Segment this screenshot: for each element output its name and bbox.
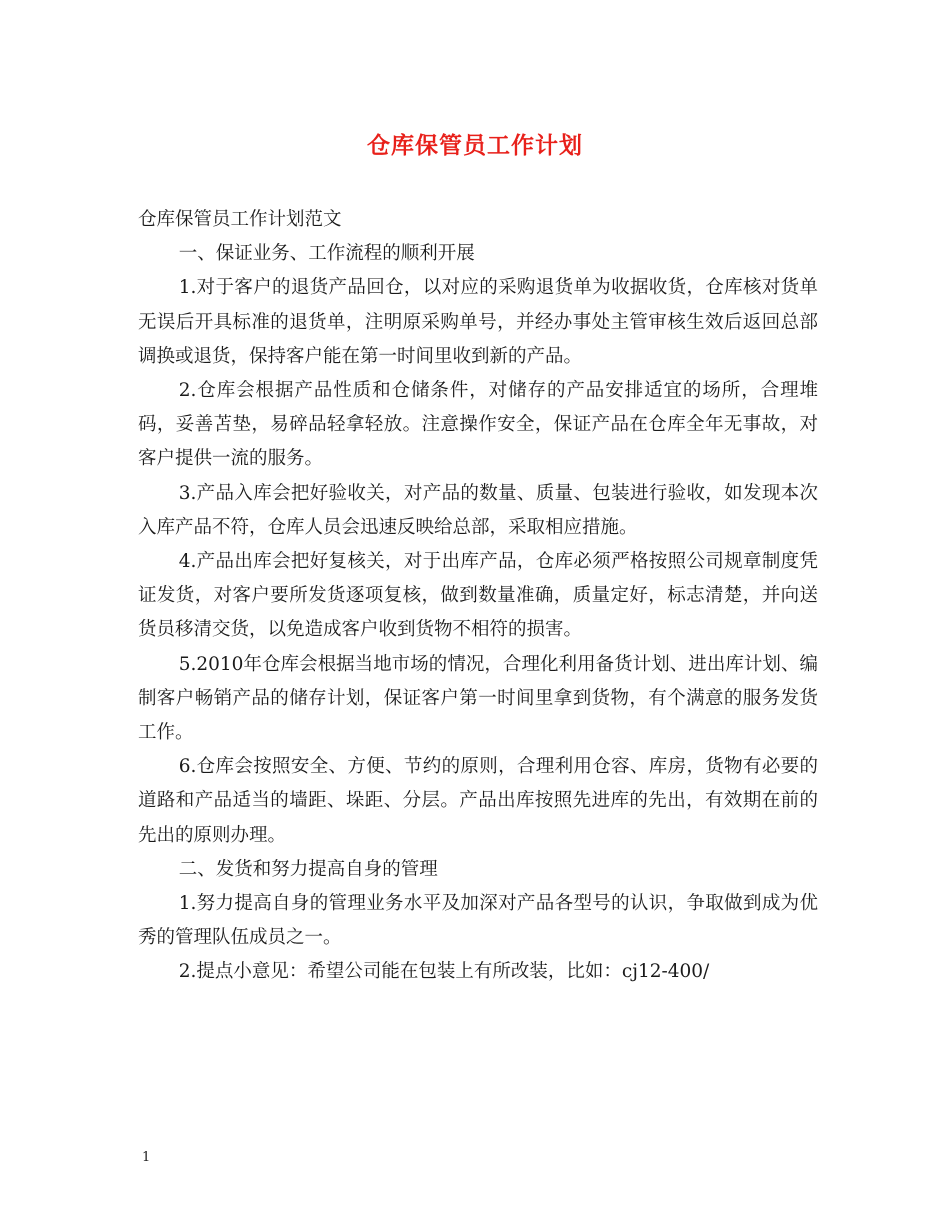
paragraph-subtitle: 仓库保管员工作计划范文 xyxy=(138,209,342,230)
section-heading-1: 一、保证业务、工作流程的顺利开展 xyxy=(178,243,475,265)
document-body xyxy=(138,203,818,990)
paragraph-item-1-6: 6.仓库会按照安全、方便、节约的原则，合理利用仓容、库房，货物有必要的道路和产品适当的墙距、垛距、分层。产品出库按照先进库的先出，有效期在前的先出的原则办理。 xyxy=(138,756,818,846)
document-title: 仓库保管员工作计划 xyxy=(367,132,583,159)
paragraph-item-1-5: 5.2010年仓库会根据当地市场的情况，合理化利用备货计划、进出库计划、编制客户畅销产品的储存计划，保证客户第一时间里拿到货物，有个满意的服务发货工作。 xyxy=(138,653,818,744)
paragraph-item-2-1: 1.努力提高自身的管理业务水平及加深对产品各型号的认识，争取做到成为优秀的管理队伍成员之一。 xyxy=(138,893,818,949)
paragraph-item-1-2: 2.仓库会根据产品性质和仓储条件，对储存的产品安排适宜的场所，合理堆码，妥善苫垫，易碎品轻拿轻放。注意操作安全，保证产品在仓库全年无事故，对客户提供一流的服务。 xyxy=(138,380,818,470)
page-number: 1 xyxy=(142,1150,151,1165)
paragraph-item-1-1: 1.对于客户的退货产品回仓，以对应的采购退货单为收据收货，仓库核对货单无误后开具标准的退货单，注明原采购单号，并经办事处主管审核生效后返回总部调换或退货，保持客户能在第一时间里收到新的产品。 xyxy=(138,277,818,367)
paragraph-item-2-2: 2.提点小意见：希望公司能在包装上有所改装，比如：cj12-400/ xyxy=(178,961,710,983)
paragraph-item-1-4: 4.产品出库会把好复核关，对于出库产品，仓库必须严格按照公司规章制度凭证发货，对客户要所发货逐项复核，做到数量准确，质量定好，标志清楚，并向送货员移清交货，以免造成客户收到货物不相符的损害。 xyxy=(138,551,818,641)
paragraph-item-1-3: 3.产品入库会把好验收关，对产品的数量、质量、包装进行验收，如发现本次入库产品不符，仓库人员会迅速反映给总部，采取相应措施。 xyxy=(138,482,818,538)
section-heading-2: 二、发货和努力提高自身的管理 xyxy=(178,858,438,880)
